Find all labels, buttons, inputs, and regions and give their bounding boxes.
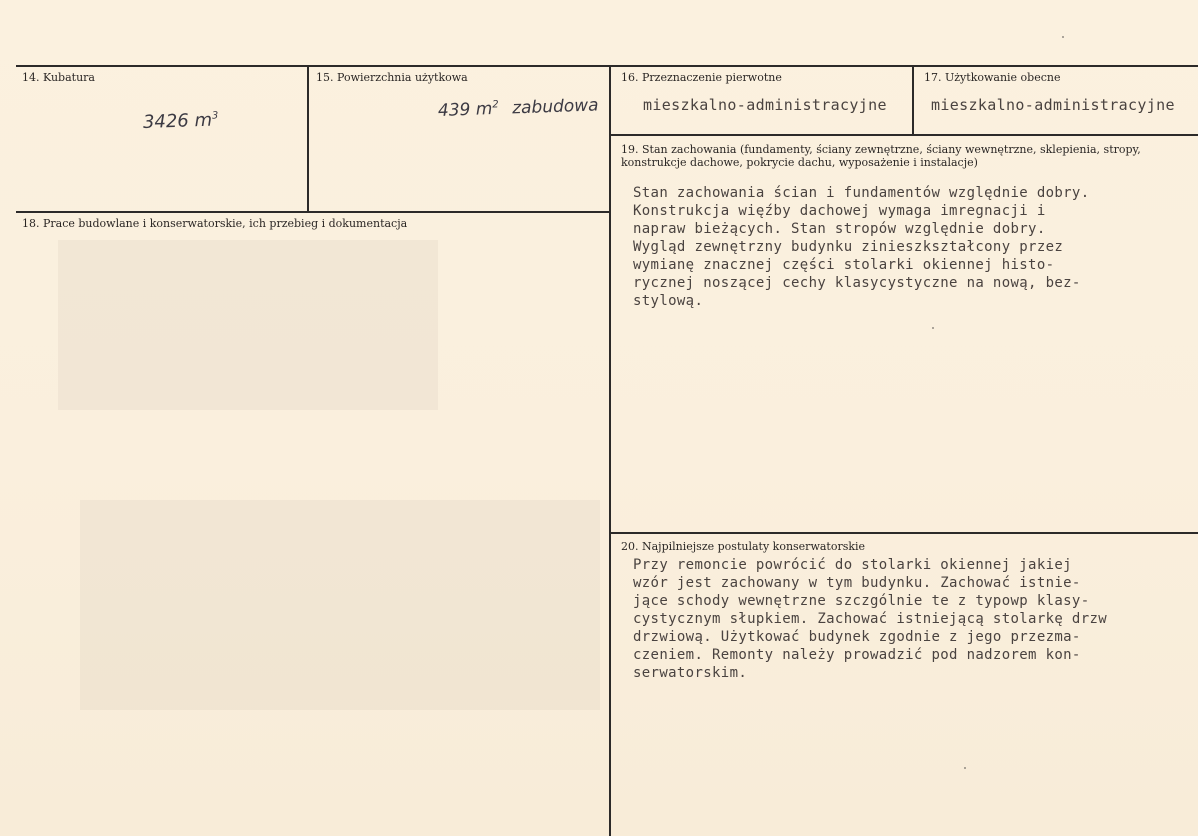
field-14-unit-base: m (194, 109, 213, 132)
field-14-label: 14. Kubatura (22, 71, 95, 84)
field-15-unit-exponent: 2 (492, 99, 499, 111)
field-14-value (143, 109, 219, 133)
field-15-note: zabudowa (511, 95, 599, 119)
paper-mark-top-right (1062, 36, 1064, 38)
field-18-label: 18. Prace budowlane i konserwatorskie, ich przebieg i dokumentacja (22, 217, 408, 230)
field-19-top-border (610, 134, 1198, 136)
field-14-unit-exponent: 3 (211, 110, 219, 122)
bleed-through-block-upper (58, 240, 438, 410)
field-16-value: mieszkalno-administracyjne (643, 96, 887, 114)
field-14-number: 3426 (142, 110, 190, 133)
field-16-label: 16. Przeznaczenie pierwotne (621, 71, 782, 84)
form-top-border (16, 65, 1198, 67)
left-section-divider-horizontal (16, 211, 610, 213)
field-14-15-divider (307, 66, 309, 212)
field-19-text: Stan zachowania ścian i fundamentów względnie dobry. Konstrukcja więźby dachowej wymaga imregnacji i napraw bieżących. Stan stropów względnie dobry. Wygląd zewnętrzny budynku zinieszkształcony przez wymianę znacznej części stolarki okiennej histo- rycznej noszącej cechy klasycystyczne na nową, bez- stylową. (633, 185, 1090, 309)
field-15-value (438, 95, 599, 121)
paper-mark-bottom-right (964, 767, 966, 769)
field-15-number: 439 (437, 99, 471, 121)
field-16-17-divider (912, 66, 914, 135)
field-20-label: 20. Najpilniejsze postulaty konserwatorskie (621, 540, 866, 553)
field-15-unit-base: m (475, 99, 493, 120)
field-15-unit (475, 99, 504, 120)
bleed-through-block-lower (80, 500, 600, 710)
field-19-label: 19. Stan zachowania (fundamenty, ściany zewnętrzne, ściany wewnętrzne, sklepienia, stropy, konstrukcje dachowe, pokrycie dachu, wyposażenie i instalacje) (621, 143, 1141, 169)
paper-mark-center-right (932, 327, 934, 329)
field-17-value: mieszkalno-administracyjne (931, 96, 1175, 114)
center-vertical-divider (609, 66, 611, 836)
field-15-label: 15. Powierzchnia użytkowa (316, 71, 468, 84)
field-14-unit (194, 109, 219, 131)
field-17-label: 17. Użytkowanie obecne (924, 71, 1061, 84)
field-20-text: Przy remoncie powrócić do stolarki okiennej jakiej wzór jest zachowany w tym budynku. Zachować istnie- jące schody wewnętrzne szczgólnie te z typowp klasy- cystycznym słupkiem. Zachować istniejącą stolarkę drzw drzwiową. Użytkować budynek zgodnie z jego przezma- czeniem. Remonty należy prowadzić pod nadzorem kon- serwatorskim. (633, 557, 1108, 681)
field-20-top-border (610, 532, 1198, 534)
